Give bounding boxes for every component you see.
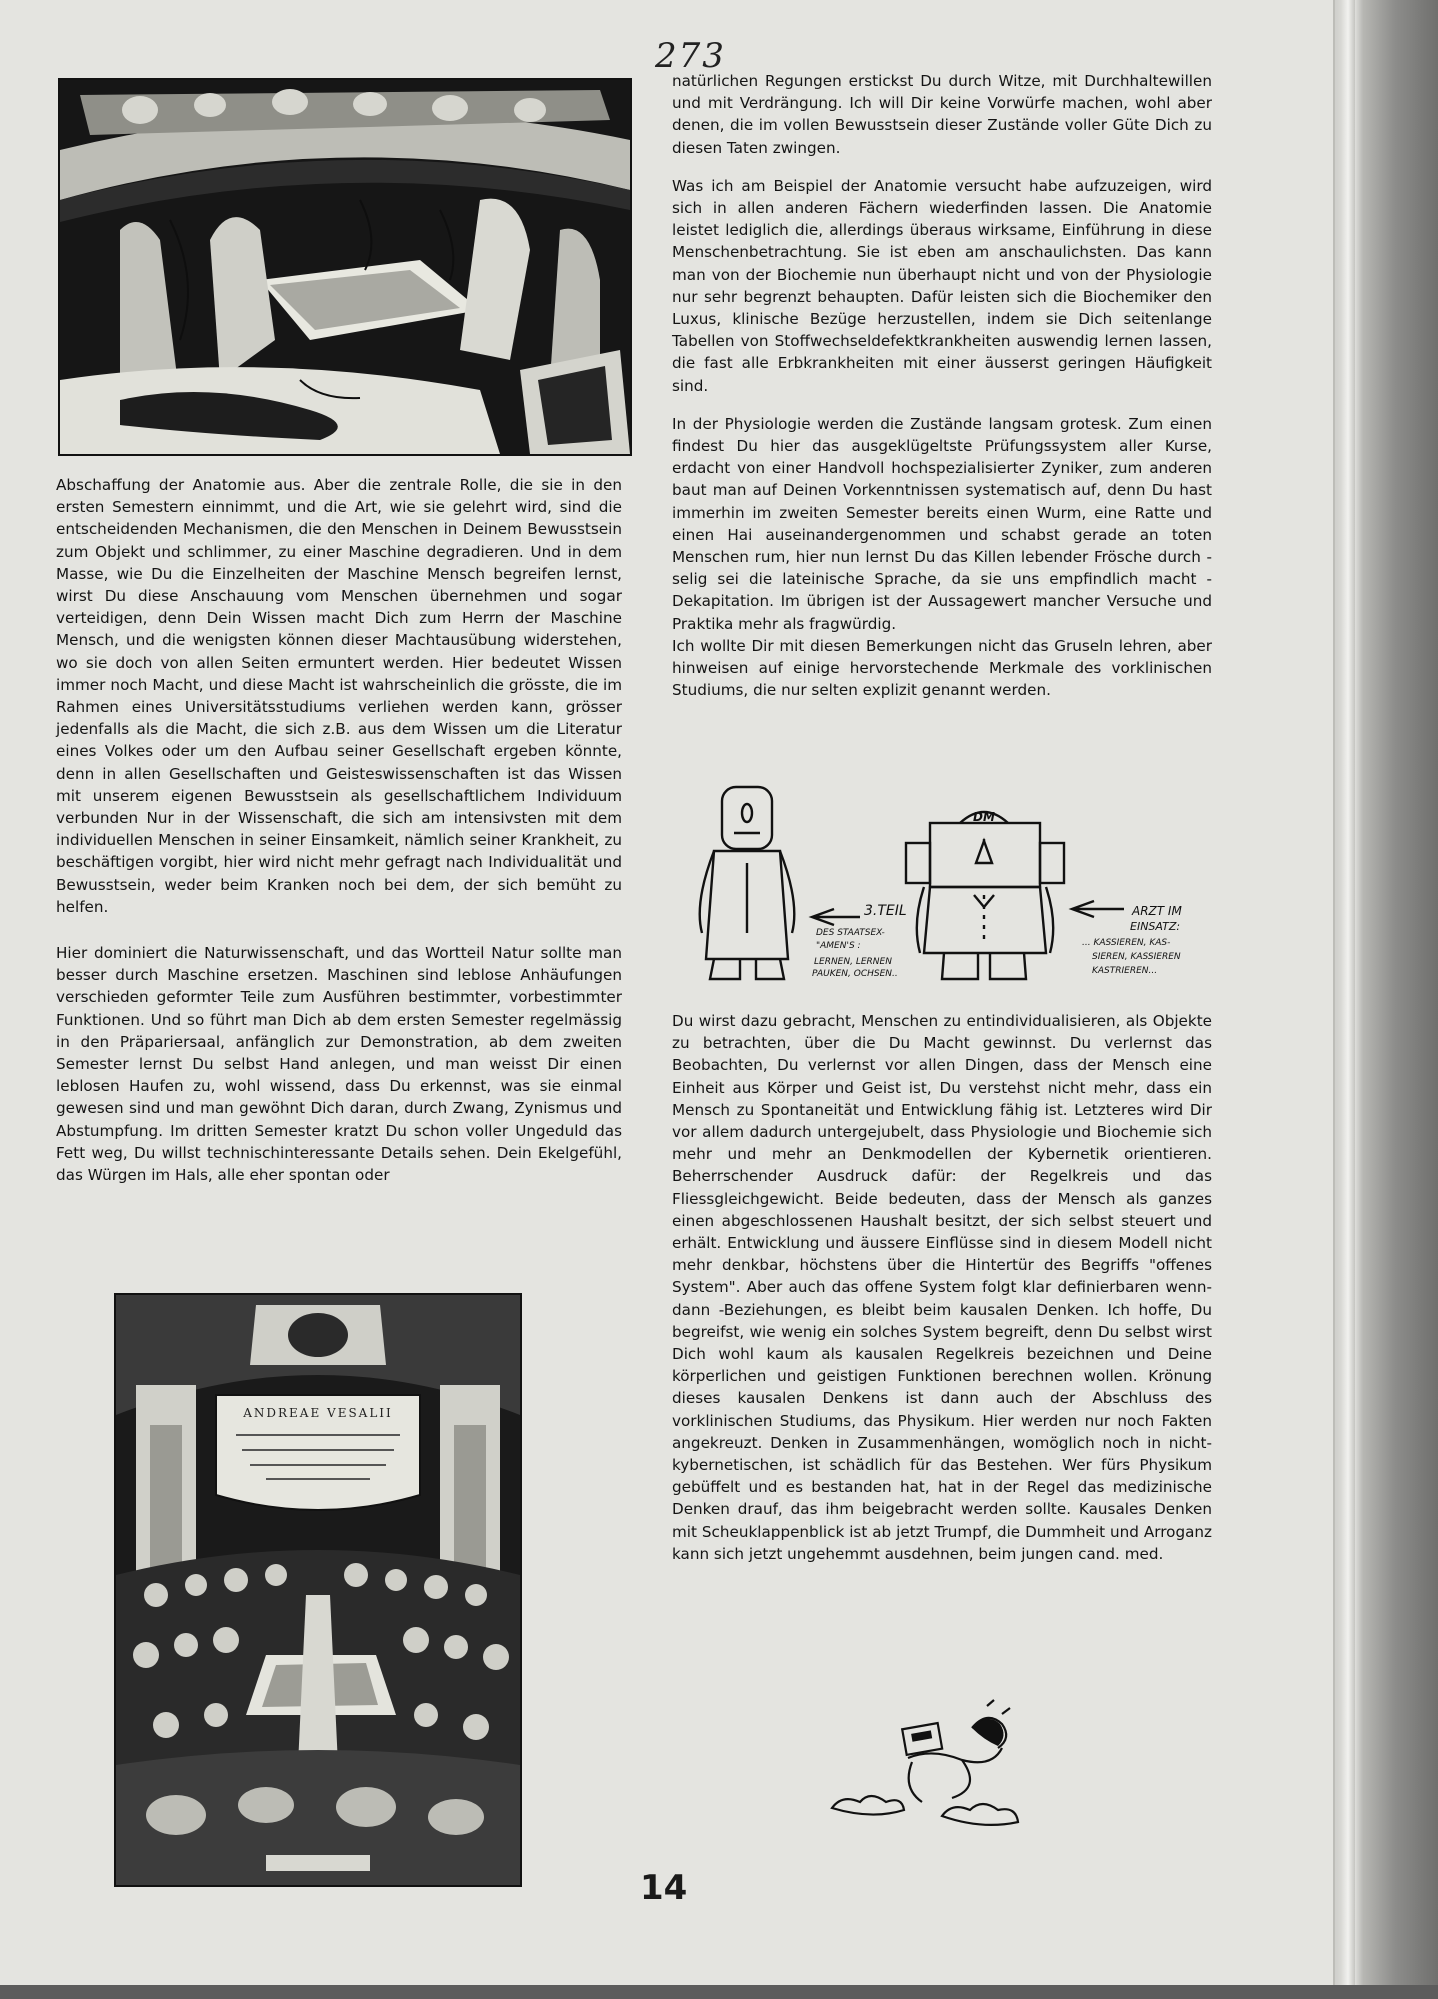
engraving-illustration-1: [60, 80, 630, 454]
doctor-hat-label: DM: [973, 810, 995, 824]
left-paragraph-2: Hier dominiert die Naturwissenschaft, und das Wortteil Natur sollte man besser durch Maschine ersetzen. Maschinen sind leblose Anhäufungen verschieden geformter Teile zum Ausführen bestimmter, vorbestimmter Funktionen. Und so führt man Dich ab dem ersten Semester regelmässig in den Präpariersaal, anfänglich zur Demonstration, ab dem zweiten Semester lernst Du selbst Hand anlegen, und man weisst Dir einen leblosen Haufen zu, wohl wissend, dass Du erkennst, was sie einmal gewesen sind und man gewöhnt Dich daran, durch Zwang, Zynismus und Abstumpfung. Im dritten Semester kratzt Du schon voller Ungeduld das Fett weg, Du willst technischinteressante Details sehen. Dein Ekelgefühl, das Würgen im Hals, alle eher spontan oder: [56, 944, 622, 1185]
student-label-5: PAUKEN, OCHSEN..: [812, 969, 898, 979]
right-column-bottom-text: [672, 1010, 1212, 1581]
anatomy-theatre-engraving: [58, 78, 632, 456]
doctor-label-2: EINSATZ:: [1130, 920, 1181, 933]
handwritten-page-number: 273: [655, 36, 726, 76]
cloud-right-icon: [942, 1804, 1018, 1825]
right-column-top-text: [672, 70, 1212, 717]
arrow-left-icon: [812, 909, 860, 925]
right-paragraph-3: In der Physiologie werden die Zustände langsam grotesk. Zum einen findest Du hier das ausgeklügeltste Prüfungssystem aller Kurse, erdacht von einer Handvoll hochspezialisierter Zyniker, zum anderen baut man auf Deinen Vorkenntnissen systematisch auf, denn Du hast immerhin im zweiten Semester bereits einen Wurm, eine Ratte und einen Hai auseinandergenommen und schabst gerade an toten Menschen rum, hier nun lernst Du das Killen lebender Frösche durch - selig sei die lateinische Sprache, da sie uns empfindlich macht - Dekapitation. Im übrigen ist der Aussagewert mancher Versuche und Praktika mehr als fragwürdig. Ich wollte Dir mit diesen Bemerkungen nicht das Gruseln lehren, aber hinweisen auf einige hervorstechende Merkmale des vorklinischen Studiums, die nur selten explizit genannt werden.: [672, 414, 1212, 700]
doctor-label-4: SIEREN, KASSIEREN: [1092, 952, 1181, 962]
right-paragraph-4: Du wirst dazu gebracht, Menschen zu entindividualisieren, als Objekte zu betrachten, über die Du Macht gewinnst. Du verlernst das Beobachten, Du verlernst vor allen Dingen, dass der Mensch eine Einheit aus Körper und Geist ist, Du verstehst nicht mehr, dass ein Mensch zu Spontaneität und Entwicklung fähig ist. Letzteres wird Dir vor allem dadurch untergejubelt, dass Physiologie und Biochemie sich mehr und mehr an Denkmodellen der Kybernetik orientieren. Beherrschender Ausdruck dafür: der Regelkreis und das Fliessgleichgewicht. Beide bedeuten, dass der Mensch als ganzes einen abgeschlossenen Haushalt besitzt, der sich selbst steuert und erhält. Entwicklung und äussere Einflüsse sind in diesem Modell nicht mehr denkbar, höchstens über die Hintertür des Begriffs "offenes System". Aber auch das offene System folgt klar definierbaren wenn-dann -Beziehungen, es bleibt beim kausalen Denken. Ich hoffe, Du begreifst, wie wenig ein solches System begreift, denn Du selbst wirst Dich wohl kaum als kausalen Regelkreis bezeichnen und Deine körperlichen und geistigen Funktionen berechnen wollen. Krönung dieses kausalen Denkens ist dann auch der Abschluss des vorklinischen Studiums, das Physikum. Hier werden nur noch Fakten angekreuzt. Denken in Zusammenhängen, womöglich noch in nicht-kybernetischen, ist schädlich für das Bestehen. Wer fürs Physikum gebüffelt und es bestanden hat, hat in der Regel das medizinische Denken drauf, das ihm beigebracht werden sollte. Kausales Denken mit Scheuklappenblick ist ab jetzt Trumpf, die Dummheit und Arroganz kann sich jetzt ungehemmt ausdehnen, beim jungen cand. med.: [672, 1012, 1212, 1563]
flying-figure-cartoon: [812, 1698, 1042, 1838]
scan-bottom-border: [0, 1985, 1438, 1999]
student-head: [722, 787, 772, 849]
student-doctor-cartoon: [684, 783, 1224, 993]
page-number: 14: [640, 1868, 688, 1908]
right-paragraph-1: natürlichen Regungen erstickst Du durch Witze, mit Durchhaltewillen und mit Verdrängung. Ich will Dir keine Vorwürfe machen, wohl aber denen, die im vollen Bewusstsein dieser Zustände voller Güte Dich zu diesen Taten zwingen.: [672, 72, 1212, 157]
engraving-illustration-2: [116, 1295, 520, 1885]
page-edge-strip: [1335, 0, 1438, 1999]
doctor-head: [930, 823, 1040, 887]
vesalius-title-page-engraving: [114, 1293, 522, 1887]
student-label-1: 3.TEIL: [864, 903, 907, 919]
right-paragraph-2: Was ich am Beispiel der Anatomie versucht habe aufzuzeigen, wird sich in allen anderen Fächern wiederfinden lassen. Die Anatomie leistet lediglich die, allerdings überaus wirksame, Einführung in diese Menschenbetrachtung. Sie ist eben am anschaulichsten. Das kann man von der Biochemie nun überhaupt nicht und von der Physiologie nur sehr begrenzt behaupten. Dafür leisten sich die Biochemiker den Luxus, klinische Bezüge herzustellen, indem sie Dich seitenlange Tabellen von Stoffwechseldefektkrankheiten auswendig lernen lassen, die fast alle Erbkrankheiten mit einer äusserst geringen Häufigkeit sind.: [672, 176, 1212, 395]
left-column-text: [56, 474, 622, 1202]
left-paragraph-1: Abschaffung der Anatomie aus. Aber die zentrale Rolle, die sie in den ersten Semestern einnimmt, und die Art, wie sie gelehrt wird, sind die entscheidenden Mechanismen, die den Menschen in Deinem Bewusstsein zum Objekt und schlimmer, zu einer Maschine degradieren. Und in dem Masse, wie Du die Einzelheiten der Maschine Mensch begreifen lernst, wirst Du diese Anschauung vom Menschen übernehmen und sogar verteidigen, denn Dein Wissen macht Dich zum Herrn der Maschine Mensch, und die wenigsten können dieser Machtausübung widerstehen, wo sie doch von allen Seiten ermuntert werden. Hier bedeutet Wissen immer noch Macht, und diese Macht ist wahrscheinlich die grösste, die im Rahmen eines Universitätsstudiums verliehen werden kann, grösser jedenfalls als die Macht, die sich z.B. aus dem Wissen um die Literatur eines Volkes oder um den Aufbau seiner Gesellschaft ergeben könnte, denn in allen Gesellschaften und Geisteswissenschaften ist das Wissen mit unserem eigenen Bewusstsein als gesellschaftlichem Individuum verbunden Nur in der Wissenschaft, die sich am intensivsten mit dem individuellen Menschen in seiner Einsamkeit, nämlich seiner Krankheit, zu beschäftigen vorgibt, hier wird nicht mehr gefragt nach Individualität und Bewusstsein, weder beim Kranken noch bei dem, der sich bemüht zu helfen.: [56, 476, 622, 916]
student-label-2: DES STAATSEX-: [816, 928, 885, 938]
cartoon-drawing: [684, 783, 1224, 993]
page-fold: [1341, 0, 1355, 1999]
arrow-right-icon: [1072, 901, 1124, 917]
flying-figure-drawing: [812, 1698, 1042, 1838]
cloud-left-icon: [832, 1796, 904, 1815]
engraving-title-text: ANDREAE VESALII: [243, 1406, 393, 1420]
doctor-label-5: KASTRIEREN...: [1092, 966, 1158, 976]
doctor-label-1: ARZT IM: [1132, 904, 1182, 918]
doctor-label-3: ... KASSIEREN, KAS-: [1082, 938, 1171, 948]
student-label-3: "AMEN'S :: [816, 941, 861, 951]
student-label-4: LERNEN, LERNEN: [814, 957, 892, 967]
